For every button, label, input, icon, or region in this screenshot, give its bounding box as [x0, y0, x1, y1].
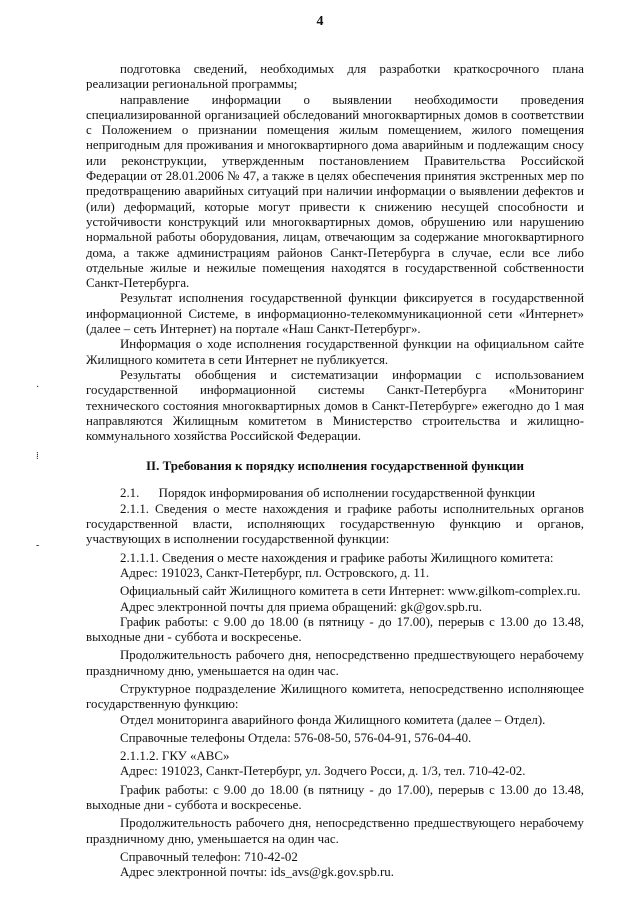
section-heading: II. Требования к порядку исполнения государственной функции — [145, 458, 525, 474]
margin-mark: ⁞ — [36, 451, 39, 462]
paragraph: Структурное подразделение Жилищного комитета, непосредственно исполняющее государственную функцию: — [86, 681, 584, 712]
paragraph: Адрес электронной почты: ids_avs@gk.gov.spb.ru. — [120, 865, 394, 880]
paragraph: 2.1.1. Сведения о месте нахождения и графике работы исполнительных органов государственной власти, исполняющих государственную функцию и органов, участвующих в исполнении государственной функции: — [86, 501, 584, 547]
paragraph: Продолжительность рабочего дня, непосредственно предшествующего нерабочему праздничному дню, уменьшается на один час. — [86, 816, 584, 846]
paragraph: Официальный сайт Жилищного комитета в сети Интернет: www.gilkom-complex.ru. — [120, 584, 581, 599]
paragraph: График работы: с 9.00 до 18.00 (в пятницу - до 17.00), перерыв с 13.00 до 13.48, выходные дни - суббота и воскресенье. — [86, 782, 584, 813]
paragraph: 2.1. Порядок информирования об исполнении государственной функции — [120, 486, 536, 501]
paragraph: График работы: с 9.00 до 18.00 (в пятницу - до 17.00), перерыв с 13.00 до 13.48, выходные дни - суббота и воскресенье. — [86, 614, 584, 645]
paragraph: подготовка сведений, необходимых для разработки краткосрочного плана реализации региональной программы; — [86, 62, 584, 92]
paragraph: направление информации о выявлении необходимости проведения специализированной организацией обследований многоквартирных домов в соответствии с Положением о признании помещения жилым помещением, жилого помещения непригодным для проживания и многоквартирного дома аварийным и подлежащим сносу или реконструкции, утвержденным постановлением Правительства Российской Федерации от 28.01.2006 № 47, а также в целях обеспечения принятия экстренных мер по предотвращению аварийных ситуаций при наличии информации о выявлении дефектов и (или) деформаций, которые могут привести к снижению несущей способности и устойчивости конструкций или многоквартирных домов, обрушению или нарушению нормальной работы оборудования, лицам, отвечающим за содержание многоквартирного дома, а также администрациям районов Санкт-Петербурга в случае, если все либо отдельные жилые и нежилые помещения находятся в государственной собственности Санкт-Петербурга. — [86, 92, 584, 291]
paragraph: 2.1.1.2. ГКУ «АВС» — [120, 749, 230, 764]
paragraph: 2.1.1.1. Сведения о месте нахождения и графике работы Жилищного комитета: — [120, 550, 554, 565]
paragraph: Результаты обобщения и систематизации информации с использованием государственной информационной системы Санкт-Петербурга «Мониторинг технического состояния многоквартирных домов в Санкт-Петербурге» ежегодно до 1 мая направляются Жилищным комитетом в Министерство строительства и жилищно-коммунального хозяйства Российской Федерации. — [86, 367, 584, 444]
paragraph: Адрес: 191023, Санкт-Петербург, пл. Островского, д. 11. — [120, 565, 430, 580]
paragraph: Отдел мониторинга аварийного фонда Жилищного комитета (далее – Отдел). — [120, 712, 546, 727]
paragraph: Адрес электронной почты для приема обращений: gk@gov.spb.ru. — [120, 599, 482, 614]
paragraph: Результат исполнения государственной функции фиксируется в государственной информационной Системе, в информационно-телекоммуникационной сети «Интернет» (далее – сеть Интернет) на портале «Наш Санкт-Петербург». — [86, 291, 584, 337]
paragraph: Адрес: 191023, Санкт-Петербург, ул. Зодчего Росси, д. 1/3, тел. 710-42-02. — [120, 764, 526, 779]
paragraph: Справочный телефон: 710-42-02 — [120, 849, 298, 864]
margin-mark: · — [36, 382, 40, 393]
paragraph: Информация о ходе исполнения государственной функции на официальном сайте Жилищного комитета в сети Интернет не публикуется. — [86, 337, 584, 367]
paragraph: Справочные телефоны Отдела: 576-08-50, 576-04-91, 576-04-40. — [120, 730, 472, 745]
paragraph: Продолжительность рабочего дня, непосредственно предшествующего нерабочему праздничному дню, уменьшается на один час. — [86, 648, 584, 678]
margin-mark: - — [36, 540, 40, 551]
page-number: 4 — [316, 14, 324, 29]
document-body — [86, 62, 584, 881]
